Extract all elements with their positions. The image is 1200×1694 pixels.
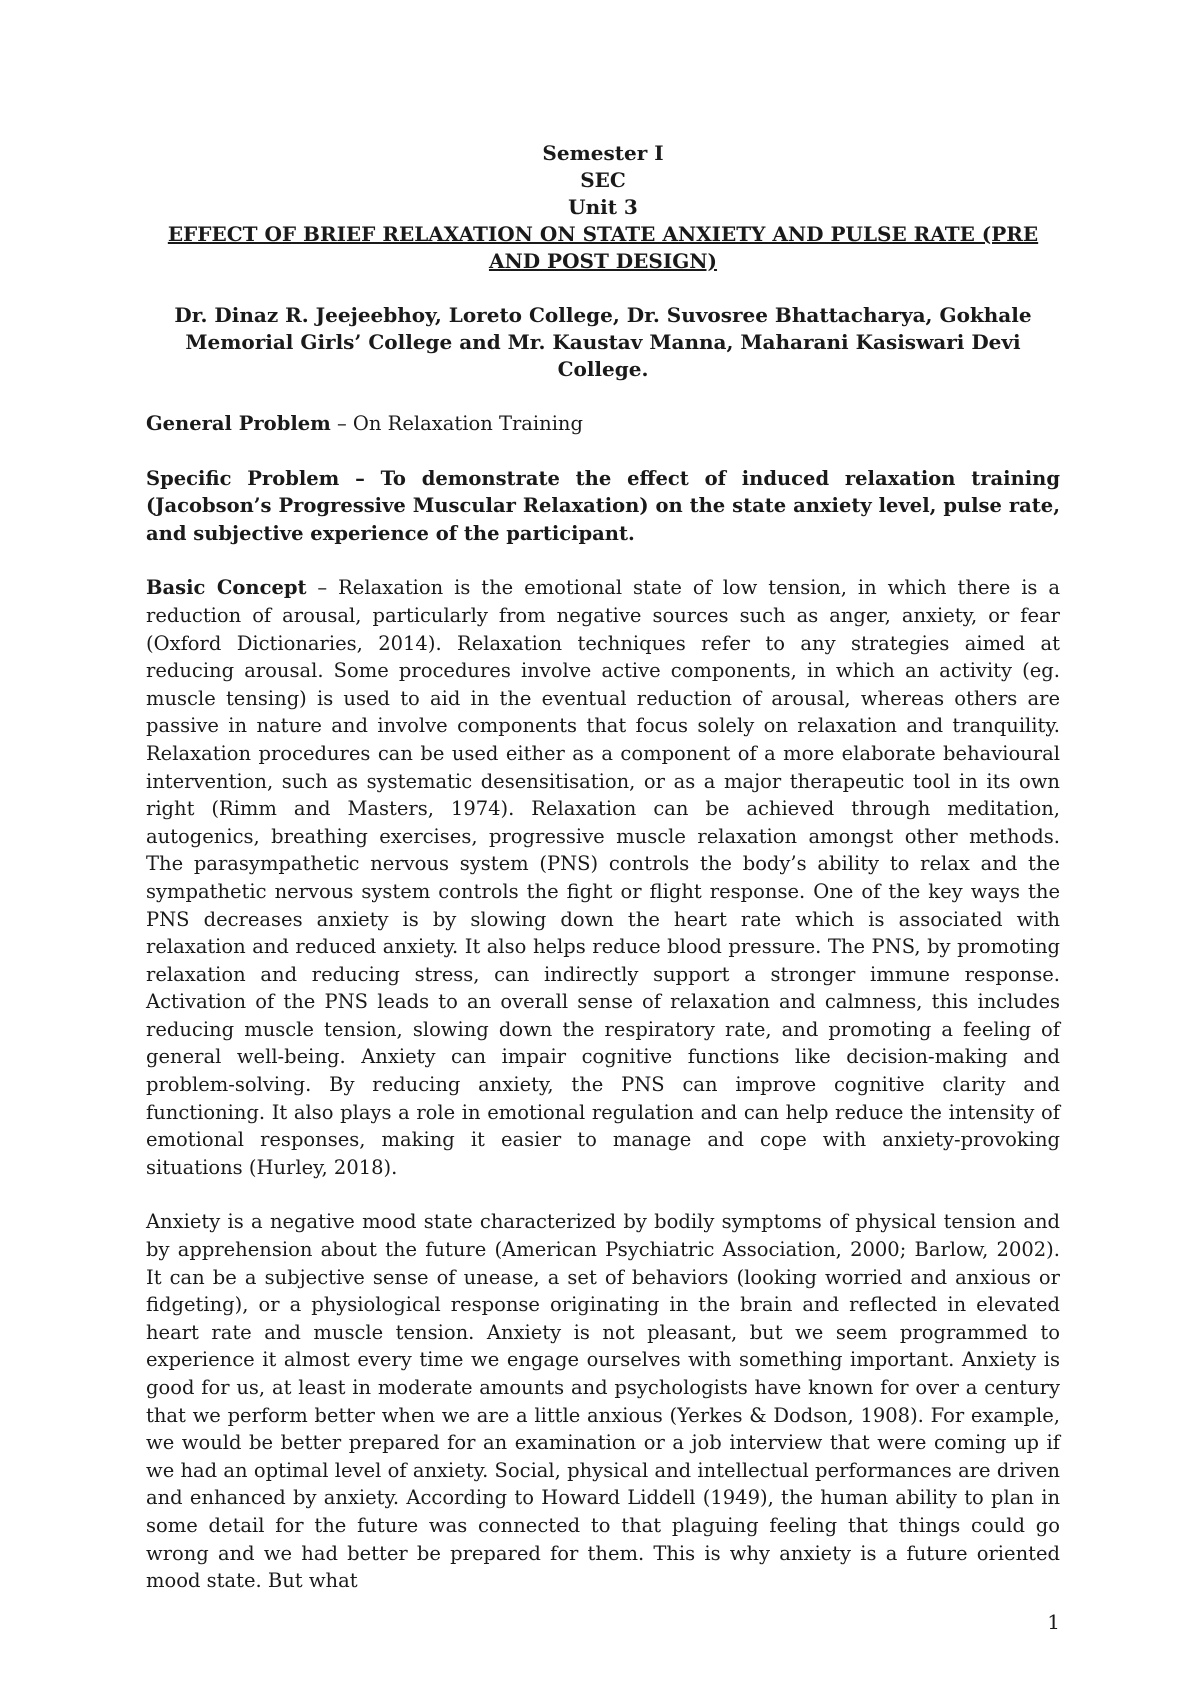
specific-problem-label: Specific Problem [146,466,340,490]
general-problem-paragraph [146,410,1060,438]
specific-problem-paragraph [146,465,1060,548]
semester-heading: Semester I [542,141,664,165]
general-problem-label: General Problem [146,412,331,435]
authors-line: Dr. Dinaz R. Jeejeebhoy, Loreto College, Dr. Suvosree Bhattacharya, Gokhale Memorial Girls’ College and Mr. Kaustav Manna, Maharani Kasiswari Devi College. [174,303,1032,381]
unit-heading: Unit 3 [568,195,638,219]
page-number: 1 [1047,1610,1060,1634]
document-page [146,140,1060,1595]
specific-problem-text: – To demonstrate the effect of induced relaxation training (Jacobson’s Progressive Muscular Relaxation) on the state anxiety level, pulse rate, and subjective experience of the participant. [146,466,1060,545]
anxiety-paragraph: Anxiety is a negative mood state characterized by bodily symptoms of physical tension and by apprehension about the future (American Psychiatric Association, 2000; Barlow, 2002). It can be a subjective sense of unease, a set of behaviors (looking worried and anxious or fidgeting), or a physiological response originating in the brain and reflected in elevated heart rate and muscle tension. Anxiety is not pleasant, but we seem programmed to experience it almost every time we engage ourselves with something important. Anxiety is good for us, at least in moderate amounts and psychologists have known for over a century that we perform better when we are a little anxious (Yerkes & Dodson, 1908). For example, we would be better prepared for an examination or a job interview that were coming up if we had an optimal level of anxiety. Social, physical and intellectual performances are driven and enhanced by anxiety. According to Howard Liddell (1949), the human ability to plan in some detail for the future was connected to that plaguing feeling that things could go wrong and we had better be prepared for them. This is why anxiety is a future oriented mood state. But what [146,1210,1060,1593]
basic-concept-text: – Relaxation is the emotional state of low tension, in which there is a reduction of arousal, particularly from negative sources such as anger, anxiety, or fear (Oxford Dictionaries, 2014). Relaxation techniques refer to any strategies aimed at reducing arousal. Some procedures involve active components, in which an activity (eg. muscle tensing) is used to aid in the eventual reduction of arousal, whereas others are passive in nature and involve components that focus solely on relaxation and tranquility. Relaxation procedures can be used either as a component of a more elaborate behavioural intervention, such as systematic desensitisation, or as a major therapeutic tool in its own right (Rimm and Masters, 1974). Relaxation can be achieved through meditation, autogenics, breathing exercises, progressive muscle relaxation amongst other methods. The parasympathetic nervous system (PNS) controls the body’s ability to relax and the sympathetic nervous system controls the fight or flight response. One of the key ways the PNS decreases anxiety is by slowing down the heart rate which is associated with relaxation and reduced anxiety. It also helps reduce blood pressure. The PNS, by promoting relaxation and reducing stress, can indirectly support a stronger immune response. Activation of the PNS leads to an overall sense of relaxation and calmness, this includes reducing muscle tension, slowing down the respiratory rate, and promoting a feeling of general well-being. Anxiety can impair cognitive functions like decision-making and problem-solving. By reducing anxiety, the PNS can improve cognitive clarity and functioning. It also plays a role in emotional regulation and can help reduce the intensity of emotional responses, making it easier to manage and cope with anxiety-provoking situations (Hurley, 2018). [146,576,1060,1179]
document-title: EFFECT OF BRIEF RELAXATION ON STATE ANXIETY AND PULSE RATE (PRE AND POST DESIGN) [167,222,1039,273]
general-problem-text: – On Relaxation Training [330,412,583,435]
course-heading: SEC [580,168,626,192]
basic-concept-label: Basic Concept [146,576,307,600]
basic-concept-paragraph [146,574,1060,1181]
